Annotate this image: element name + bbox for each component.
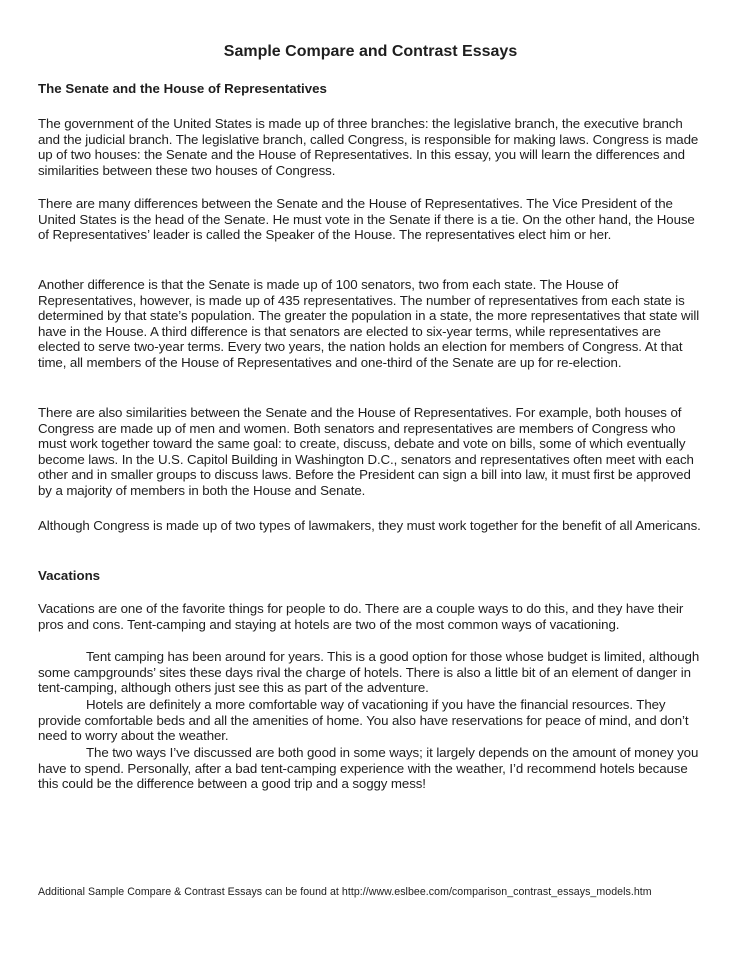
essay1-paragraph-3: Another difference is that the Senate is made up of 100 senators, two from each state. The House of Representatives, however, is made up of 435 representatives. The number of representatives from each state is determined by that state’s population. The greater the population in a state, the more representatives that state will have in the House. A third difference is that senators are elected to six-year terms, while representatives are elected to serve two-year terms. Every two years, the nation holds an election for members of Congress. At that time, all members of the House of Representatives and one-third of the Senate are up for re-election. [38,277,700,370]
essay2-paragraph-3: Hotels are definitely a more comfortable way of vacationing if you have the financial resources. They provide comfortable beds and all the amenities of home. You also have reservations for peace of mind, and don’t need to worry about the weather. [38,697,689,744]
essay2-paragraph-1: Vacations are one of the favorite things for people to do. There are a couple ways to do this, and they have their pros and cons. Tent-camping and staying at hotels are two of the most common ways of vacationing. [38,601,684,632]
essay1-paragraph-4: There are also similarities between the Senate and the House of Representatives. For example, both houses of Congress are made up of men and women. Both senators and representatives are members of Congress who must work together toward the same goal: to create, discuss, debate and vote on bills, some of which eventually become laws. In the U.S. Capitol Building in Washington D.C., senators and representatives often meet with each other and in smaller groups to discuss laws. Before the President can sign a bill into law, it must first be approved by a majority of members in both the House and Senate. [38,405,694,498]
document-title: Sample Compare and Contrast Essays [223,43,518,60]
essay2-paragraph-4: The two ways I’ve discussed are both good in some ways; it largely depends on the amount of money you have to spend. Personally, after a bad tent-camping experience with the weather, I’d recommend hotels because this could be the difference between a good trip and a soggy mess! [38,745,699,792]
essay2-paragraph-2: Tent camping has been around for years. This is a good option for those whose budget is limited, although some campgrounds’ sites these days rival the charge of hotels. There is also a little bit of an element of danger in tent-camping, although others just see this as part of the adventure. [38,649,700,696]
essay1-paragraph-1: The government of the United States is made up of three branches: the legislative branch, the executive branch and the judicial branch. The legislative branch, called Congress, is responsible for making laws. Congress is made up of two houses: the Senate and the House of Representatives. In this essay, you will learn the differences and similarities between these two houses of Congress. [38,116,699,178]
essay1-paragraph-5: Although Congress is made up of two types of lawmakers, they must work together for the benefit of all Americans. [38,518,701,533]
essay2-heading: Vacations [38,568,101,583]
essay1-paragraph-2: There are many differences between the Senate and the House of Representatives. The Vice President of the United States is the head of the Senate. He must vote in the Senate if there is a tie. On the other hand, the House of Representatives’ leader is called the Speaker of the House. The representatives elect him or her. [38,196,695,243]
essay1-heading: The Senate and the House of Representatives [38,81,327,96]
footer-note: Additional Sample Compare & Contrast Essays can be found at http://www.eslbee.com/comparison_contrast_essays_models.htm [38,886,652,898]
